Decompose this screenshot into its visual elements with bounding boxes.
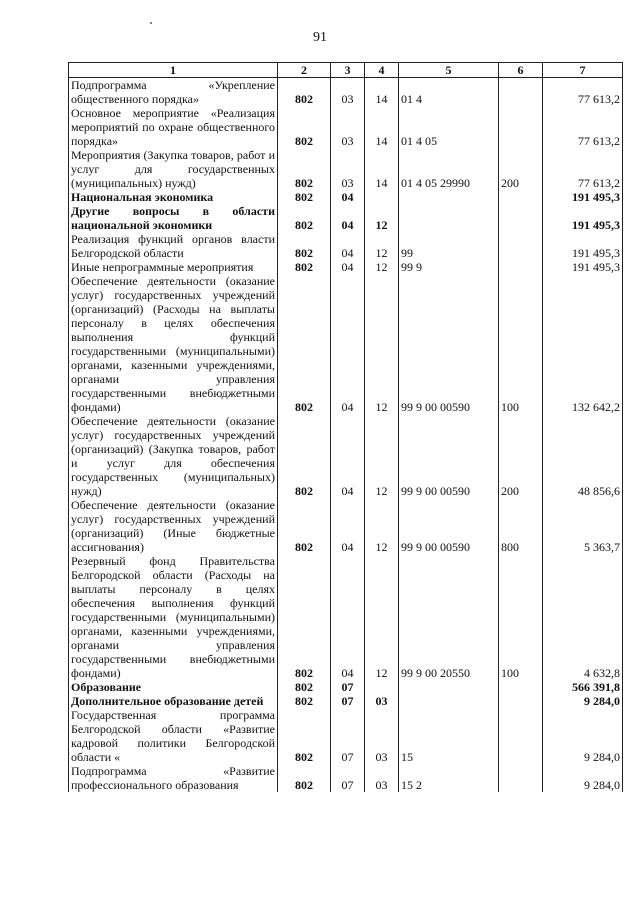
row-admin-code: 802: [278, 232, 331, 260]
row-amount: 77 613,2: [543, 106, 623, 148]
row-name: Обеспечение деятельности (оказание услуг) государственных учреждений (организаций) (Закупка товаров, работ и услуг для обеспечения государственных (муниципальных) нужд): [69, 414, 278, 498]
table-row: [69, 148, 623, 190]
row-expense-type: [499, 78, 543, 107]
row-subsection: 12: [365, 204, 399, 232]
row-name: Основное мероприятие «Реализация мероприятий по охране общественного порядка»: [69, 106, 278, 148]
row-expense-type: [499, 106, 543, 148]
table-row: [69, 204, 623, 232]
table-header-row: [69, 63, 623, 78]
table-row: [69, 414, 623, 498]
row-name: Государственная программа Белгородской области «Развитие кадровой политики Белгородской области «: [69, 708, 278, 764]
row-admin-code: 802: [278, 78, 331, 107]
row-subsection: 14: [365, 78, 399, 107]
row-subsection: 12: [365, 498, 399, 554]
table-row: [69, 764, 623, 792]
row-target-article: [399, 680, 499, 694]
row-section: 03: [331, 106, 365, 148]
row-admin-code: 802: [278, 274, 331, 414]
row-amount: 191 495,3: [543, 204, 623, 232]
header-col-7: 7: [543, 63, 623, 78]
row-target-article: 99 9 00 00590: [399, 414, 499, 498]
row-admin-code: 802: [278, 414, 331, 498]
header-col-5: 5: [399, 63, 499, 78]
row-section: 04: [331, 232, 365, 260]
row-name: Реализация функций органов власти Белгородской области: [69, 232, 278, 260]
row-target-article: [399, 204, 499, 232]
table-row: [69, 708, 623, 764]
row-expense-type: 200: [499, 414, 543, 498]
row-section: 04: [331, 498, 365, 554]
row-target-article: 01 4: [399, 78, 499, 107]
row-amount: 9 284,0: [543, 708, 623, 764]
row-amount: 77 613,2: [543, 148, 623, 190]
table-row: [69, 78, 623, 107]
row-name: Дополнительное образование детей: [69, 694, 278, 708]
row-subsection: 12: [365, 232, 399, 260]
row-subsection: 03: [365, 708, 399, 764]
row-name: Обеспечение деятельности (оказание услуг) государственных учреждений (организаций) (Иные бюджетные ассигнования): [69, 498, 278, 554]
row-section: 04: [331, 204, 365, 232]
row-expense-type: [499, 204, 543, 232]
row-amount: 48 856,6: [543, 414, 623, 498]
row-section: 03: [331, 78, 365, 107]
row-amount: 9 284,0: [543, 694, 623, 708]
header-col-4: 4: [365, 63, 399, 78]
row-admin-code: 802: [278, 498, 331, 554]
row-subsection: 14: [365, 106, 399, 148]
row-target-article: 99 9 00 00590: [399, 498, 499, 554]
table-row: [69, 190, 623, 204]
row-admin-code: 802: [278, 148, 331, 190]
row-name: Национальная экономика: [69, 190, 278, 204]
row-expense-type: 800: [499, 498, 543, 554]
row-name: Подпрограмма «Развитие профессионального образования: [69, 764, 278, 792]
row-expense-type: [499, 190, 543, 204]
row-admin-code: 802: [278, 764, 331, 792]
row-name: Мероприятия (Закупка товаров, работ и услуг для государственных (муниципальных) нужд): [69, 148, 278, 190]
row-admin-code: 802: [278, 708, 331, 764]
row-target-article: 01 4 05 29990: [399, 148, 499, 190]
table-row: [69, 260, 623, 274]
row-expense-type: 100: [499, 554, 543, 680]
row-section: 07: [331, 694, 365, 708]
row-amount: 191 495,3: [543, 190, 623, 204]
table-row: [69, 274, 623, 414]
row-name: Подпрограмма «Укрепление общественного порядка»: [69, 78, 278, 107]
row-target-article: 99: [399, 232, 499, 260]
row-subsection: 12: [365, 274, 399, 414]
row-target-article: 99 9 00 20550: [399, 554, 499, 680]
row-section: 04: [331, 274, 365, 414]
row-admin-code: 802: [278, 190, 331, 204]
row-admin-code: 802: [278, 106, 331, 148]
row-admin-code: 802: [278, 554, 331, 680]
row-subsection: [365, 680, 399, 694]
row-expense-type: [499, 232, 543, 260]
row-subsection: [365, 190, 399, 204]
row-subsection: 12: [365, 414, 399, 498]
row-expense-type: [499, 694, 543, 708]
row-subsection: 03: [365, 764, 399, 792]
row-expense-type: [499, 764, 543, 792]
row-admin-code: 802: [278, 204, 331, 232]
row-expense-type: [499, 680, 543, 694]
row-subsection: 03: [365, 694, 399, 708]
row-admin-code: 802: [278, 694, 331, 708]
row-section: 04: [331, 414, 365, 498]
row-subsection: 12: [365, 554, 399, 680]
header-col-6: 6: [499, 63, 543, 78]
row-subsection: 14: [365, 148, 399, 190]
row-name: Резервный фонд Правительства Белгородской области (Расходы на выплаты персоналу в целях обеспечения выполнения функций государственными (муниципальными) органами, казенными учреждениями, органами управления государственными внебюджетными фондами): [69, 554, 278, 680]
budget-table: [68, 62, 623, 792]
row-expense-type: 100: [499, 274, 543, 414]
table-row: [69, 232, 623, 260]
header-col-2: 2: [278, 63, 331, 78]
row-section: 04: [331, 190, 365, 204]
row-admin-code: 802: [278, 680, 331, 694]
row-expense-type: 200: [499, 148, 543, 190]
row-name: Обеспечение деятельности (оказание услуг) государственных учреждений (организаций) (Расходы на выплаты персоналу в целях обеспечения выполнения функций государственными (муниципальными) органами, казенными учреждениями, органами управления государственными внебюджетными фондами): [69, 274, 278, 414]
table-row: [69, 694, 623, 708]
table-body: [69, 78, 623, 793]
row-name: Образование: [69, 680, 278, 694]
row-target-article: [399, 190, 499, 204]
row-section: 07: [331, 708, 365, 764]
page-number: 91: [313, 30, 327, 45]
row-section: 04: [331, 260, 365, 274]
row-section: 07: [331, 764, 365, 792]
row-amount: 191 495,3: [543, 260, 623, 274]
row-section: 04: [331, 554, 365, 680]
table-row: [69, 680, 623, 694]
row-amount: 9 284,0: [543, 764, 623, 792]
row-section: 03: [331, 148, 365, 190]
row-admin-code: 802: [278, 260, 331, 274]
row-target-article: 01 4 05: [399, 106, 499, 148]
row-expense-type: [499, 708, 543, 764]
row-target-article: 15 2: [399, 764, 499, 792]
table-row: [69, 106, 623, 148]
table-row: [69, 554, 623, 680]
row-amount: 132 642,2: [543, 274, 623, 414]
row-target-article: 15: [399, 708, 499, 764]
scan-speck: [150, 22, 152, 24]
row-amount: 77 613,2: [543, 78, 623, 107]
row-target-article: 99 9: [399, 260, 499, 274]
row-amount: 191 495,3: [543, 232, 623, 260]
table-row: [69, 498, 623, 554]
header-col-1: 1: [69, 63, 278, 78]
row-name: Иные непрограммные мероприятия: [69, 260, 278, 274]
row-target-article: 99 9 00 00590: [399, 274, 499, 414]
header-col-3: 3: [331, 63, 365, 78]
row-amount: 5 363,7: [543, 498, 623, 554]
row-section: 07: [331, 680, 365, 694]
row-target-article: [399, 694, 499, 708]
row-name: Другие вопросы в области национальной экономики: [69, 204, 278, 232]
row-expense-type: [499, 260, 543, 274]
row-amount: 4 632,8: [543, 554, 623, 680]
row-amount: 566 391,8: [543, 680, 623, 694]
row-subsection: 12: [365, 260, 399, 274]
